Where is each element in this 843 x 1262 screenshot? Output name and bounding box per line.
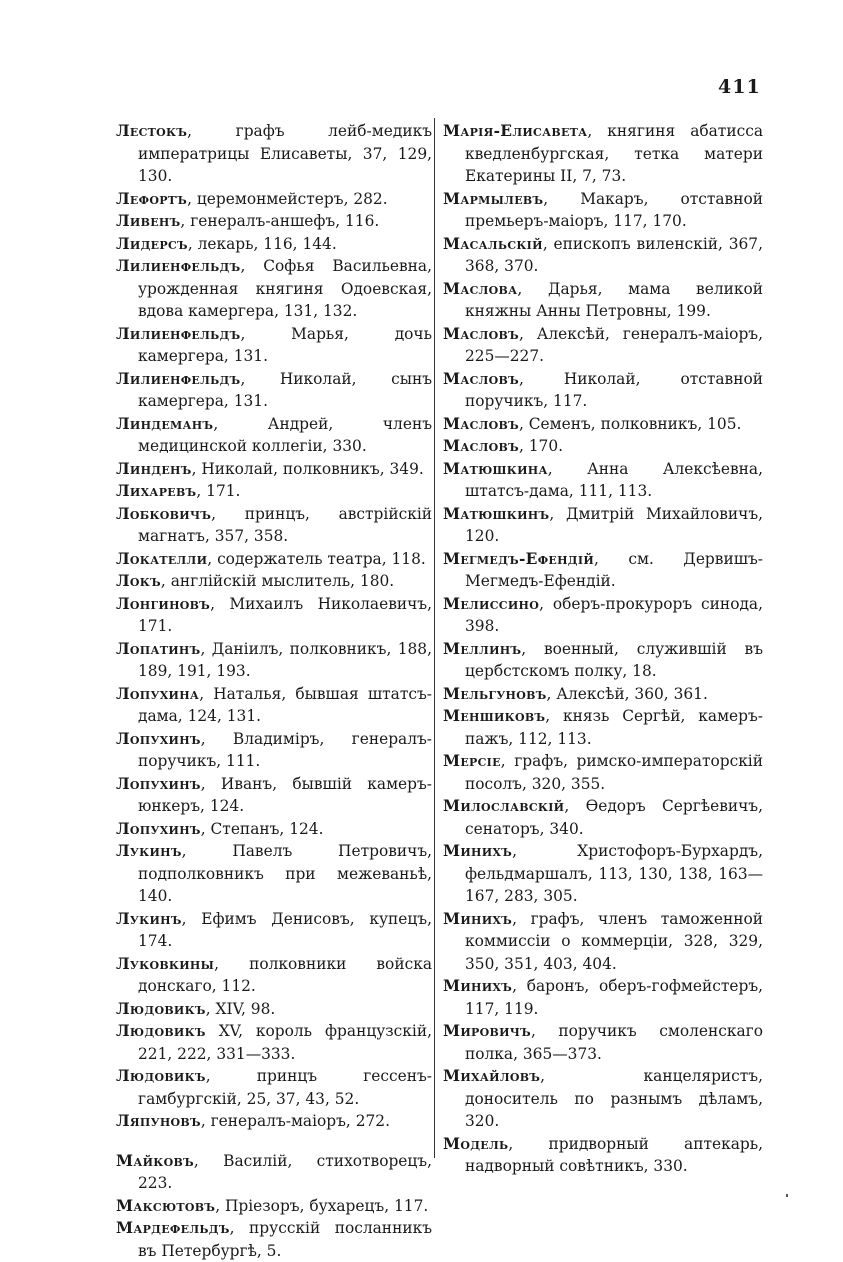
- entry-details: , Анна Алексѣевна, штатсъ-дама, 111, 113.: [465, 459, 763, 500]
- index-entry: [443, 278, 763, 323]
- index-entry: [116, 683, 432, 728]
- entry-surname: Лихаревъ: [116, 482, 197, 500]
- entry-surname: Лопухинъ: [116, 729, 201, 748]
- entry-details: , принцъ гессенъ-гамбургскій, 25, 37, 43, 52.: [138, 1067, 432, 1108]
- index-entry: [443, 1133, 763, 1178]
- entry-details: , Степанъ, 124.: [200, 819, 324, 838]
- entry-details: , поручикъ смоленскаго полка, 365—373.: [465, 1022, 763, 1063]
- entry-details: , Макаръ, отставной премьеръ-маіоръ, 117, 170.: [465, 189, 763, 230]
- entry-details: , Павелъ Петровичъ, подполковникъ при межеваньѣ, 140.: [138, 842, 432, 905]
- index-entry: [443, 840, 763, 908]
- entry-surname: Линдеманъ: [116, 414, 214, 433]
- index-entry: [443, 503, 763, 548]
- entry-surname: Максютовъ: [116, 1196, 216, 1215]
- entry-details: , полковники войска донскаго, 112.: [138, 954, 432, 995]
- index-entry: [443, 750, 763, 795]
- index-entry: [116, 593, 432, 638]
- entry-details: , 170.: [518, 437, 564, 455]
- entry-details: , Николай, полковникъ, 349.: [191, 459, 424, 478]
- index-entry: [443, 1065, 763, 1133]
- entry-surname: Лопухинъ: [116, 774, 201, 793]
- entry-details: , Өедоръ Сергѣевичъ, сенаторъ, 340.: [465, 797, 763, 838]
- entry-surname: Людовикъ: [116, 1022, 206, 1040]
- entry-surname: Минихъ: [443, 977, 513, 995]
- index-entry: [116, 413, 432, 458]
- entry-surname: Марія-Елисавета: [443, 122, 588, 140]
- entry-details: , Софья Васильевна, урожденная княгиня Одоевская, вдова камергера, 131, 132.: [138, 257, 432, 320]
- index-entry: [443, 795, 763, 840]
- index-entry: [443, 458, 763, 503]
- entry-details: , князь Сергѣй, камеръ-пажъ, 112, 113.: [465, 707, 763, 748]
- entry-surname: Ливенъ: [116, 212, 181, 230]
- index-entry: [116, 548, 432, 571]
- entry-details: , генералъ-аншефъ, 116.: [180, 212, 380, 230]
- index-entry: [116, 120, 432, 188]
- entry-details: , Алексѣй, генералъ-маіоръ, 225—227.: [465, 324, 763, 365]
- entry-surname: Мельгуновъ: [443, 684, 547, 703]
- entry-surname: Луковкины: [116, 954, 215, 973]
- entry-details: , Христофоръ-Бурхардъ, фельдмаршалъ, 113, 130, 138, 163—167, 283, 305.: [465, 842, 763, 905]
- index-entry: [116, 570, 432, 593]
- index-entry: [116, 1195, 432, 1218]
- index-entry: [116, 1065, 432, 1110]
- entry-surname: Масловъ: [443, 369, 519, 388]
- entry-surname: Мегмедъ-Ефендій: [443, 549, 595, 568]
- index-entry: [443, 323, 763, 368]
- entry-surname: Масловъ: [443, 437, 519, 455]
- index-entry: [116, 953, 432, 998]
- entry-surname: Мировичъ: [443, 1022, 531, 1040]
- entry-surname: Лукинъ: [116, 909, 182, 928]
- entry-surname: Мардефельдъ: [116, 1219, 230, 1237]
- index-entry: [116, 1150, 432, 1195]
- entry-details: , княгиня абатисса кведленбургская, тетка матери Екатерины II, 7, 73.: [465, 122, 763, 185]
- entry-surname: Лилиенфельдъ: [116, 369, 241, 388]
- entry-details: , графъ лейб-медикъ императрицы Елисаветы, 37, 129, 130.: [138, 122, 432, 185]
- entry-details: , прусскій посланникъ въ Петербургѣ, 5.: [138, 1219, 432, 1260]
- index-column-left: [116, 120, 432, 1262]
- index-entry: [443, 368, 763, 413]
- entry-details: , Даніилъ, полковникъ, 188, 189, 191, 193.: [138, 639, 432, 680]
- entry-details: , 171.: [196, 482, 241, 500]
- entry-details: , графъ, членъ таможенной коммиссіи о коммерціи, 328, 329, 350, 351, 403, 404.: [465, 909, 763, 973]
- index-entry: [116, 210, 432, 233]
- entry-details: , Алексѣй, 360, 361.: [546, 684, 708, 703]
- entry-details: , канцеляристъ, доноситель по разнымъ дѣламъ, 320.: [465, 1067, 763, 1130]
- index-entry: [443, 908, 763, 976]
- entry-details: , церемонмейстеръ, 282.: [187, 189, 388, 208]
- entry-surname: Масловъ: [443, 324, 519, 343]
- entry-details: , англійскій мыслитель, 180.: [160, 572, 395, 590]
- entry-surname: Лобковичъ: [116, 504, 212, 523]
- index-entry: [116, 255, 432, 323]
- entry-surname: Локателли: [116, 549, 208, 568]
- entry-surname: Лукинъ: [116, 842, 182, 860]
- index-entry: [116, 908, 432, 953]
- entry-details: , Ефимъ Денисовъ, купецъ, 174.: [138, 909, 432, 950]
- entry-surname: Майковъ: [116, 1151, 194, 1170]
- entry-surname: Меншиковъ: [443, 707, 546, 725]
- index-entry: [116, 998, 432, 1021]
- index-entry: [116, 1020, 432, 1065]
- entry-details: , оберъ-прокуроръ синода, 398.: [465, 594, 763, 635]
- entry-surname: Людовикъ: [116, 999, 206, 1018]
- index-entry: [116, 728, 432, 773]
- index-entry: [116, 638, 432, 683]
- index-entry: [116, 773, 432, 818]
- entry-details: , придворный аптекарь, надворный совѣтникъ, 330.: [465, 1134, 763, 1175]
- entry-surname: Лопатинъ: [116, 639, 201, 658]
- index-entry: [116, 323, 432, 368]
- index-entry: [116, 503, 432, 548]
- index-entry: [116, 1217, 432, 1262]
- entry-surname: Лестокъ: [116, 122, 188, 140]
- entry-surname: Локъ: [116, 572, 161, 590]
- entry-details: , см. Дервишъ-Мегмедъ-Ефендій.: [465, 549, 763, 590]
- entry-details: , XIV, 98.: [205, 999, 276, 1018]
- entry-surname: Ляпуновъ: [116, 1112, 201, 1130]
- entry-surname: Лефортъ: [116, 189, 188, 208]
- entry-details: , Семенъ, полковникъ, 105.: [518, 414, 742, 433]
- entry-surname: Лилиенфельдъ: [116, 324, 241, 343]
- index-entry: [443, 975, 763, 1020]
- entry-surname: Меллинъ: [443, 639, 522, 658]
- entry-details: , Николай, отставной поручикъ, 117.: [465, 369, 763, 410]
- index-entry: [443, 705, 763, 750]
- entry-surname: Милославскій: [443, 797, 565, 815]
- entry-details: , епископъ виленскій, 367, 368, 370.: [465, 234, 763, 275]
- entry-surname: Людовикъ: [116, 1067, 206, 1085]
- entry-surname: Минихъ: [443, 842, 513, 860]
- entry-surname: Линденъ: [116, 459, 192, 478]
- entry-details: , Наталья, бывшая штатсъ-дама, 124, 131.: [138, 684, 432, 725]
- index-entry: [116, 1110, 432, 1133]
- index-entry: [116, 458, 432, 481]
- entry-surname: Матюшкина: [443, 459, 548, 478]
- index-column-right: [443, 120, 763, 1178]
- index-entry: [116, 368, 432, 413]
- index-entry: [443, 413, 763, 436]
- entry-surname: Маслова: [443, 279, 518, 298]
- entry-details: , Андрей, членъ медицинской коллегіи, 330.: [138, 414, 432, 455]
- print-speck: [786, 1194, 788, 1197]
- entry-surname: Лонгиновъ: [116, 594, 211, 613]
- column-divider: [434, 118, 435, 1158]
- entry-details: , баронъ, оберъ-гофмейстеръ, 117, 119.: [465, 977, 763, 1018]
- entry-surname: Мерсіе: [443, 752, 501, 770]
- page-number: 411: [718, 76, 761, 98]
- entry-details: , Николай, сынъ камергера, 131.: [138, 369, 432, 410]
- entry-surname: Матюшкинъ: [443, 504, 550, 523]
- index-entry: [443, 120, 763, 188]
- index-entry: [443, 683, 763, 706]
- entry-details: , Дмитрій Михайловичъ, 120.: [465, 504, 763, 545]
- entry-details: , Михаилъ Николаевичъ, 171.: [138, 594, 432, 635]
- index-entry: [116, 840, 432, 908]
- index-entry: [443, 233, 763, 278]
- entry-details: , Марья, дочь камергера, 131.: [138, 324, 432, 365]
- entry-details: , военный, служившій въ цербстскомъ полку, 18.: [465, 639, 763, 680]
- index-entry: [443, 593, 763, 638]
- entry-surname: Масальскій: [443, 234, 543, 253]
- entry-details: , Иванъ, бывшій камеръ-юнкеръ, 124.: [138, 774, 432, 815]
- index-entry: [116, 818, 432, 841]
- entry-details: , содержатель театра, 118.: [207, 549, 426, 568]
- entry-details: , генералъ-маіоръ, 272.: [200, 1112, 390, 1130]
- entry-details: , Пріезоръ, бухарецъ, 117.: [215, 1196, 429, 1215]
- index-entry: [443, 548, 763, 593]
- entry-surname: Лопухинъ: [116, 819, 201, 838]
- entry-surname: Масловъ: [443, 414, 519, 433]
- index-entry: [443, 435, 763, 458]
- entry-details: , Владиміръ, генералъ-поручикъ, 111.: [138, 729, 432, 770]
- entry-surname: Лилиенфельдъ: [116, 257, 241, 275]
- entry-details: XV, король французскій, 221, 222, 331—333.: [138, 1022, 432, 1063]
- entry-details: , Дарья, мама великой княжны Анны Петровны, 199.: [465, 279, 763, 320]
- entry-surname: Мармылевъ: [443, 189, 544, 208]
- entry-surname: Мелиссино: [443, 594, 540, 613]
- index-entry: [443, 188, 763, 233]
- index-entry: [116, 480, 432, 503]
- entry-surname: Минихъ: [443, 909, 513, 928]
- entry-details: , Василій, стихотворецъ, 223.: [138, 1151, 432, 1192]
- entry-surname: Лидерсъ: [116, 234, 188, 253]
- entry-surname: Михайловъ: [443, 1067, 541, 1085]
- entry-details: , принцъ, австрійскій магнатъ, 357, 358.: [138, 504, 432, 545]
- index-entry: [116, 233, 432, 256]
- index-entry: [116, 188, 432, 211]
- entry-details: , лекарь, 116, 144.: [187, 234, 337, 253]
- entry-surname: Модель: [443, 1134, 509, 1153]
- entry-surname: Лопухина: [116, 684, 200, 703]
- index-entry: [443, 1020, 763, 1065]
- index-entry: [443, 638, 763, 683]
- entry-details: , графъ, римско-императорскій посолъ, 320, 355.: [465, 752, 763, 793]
